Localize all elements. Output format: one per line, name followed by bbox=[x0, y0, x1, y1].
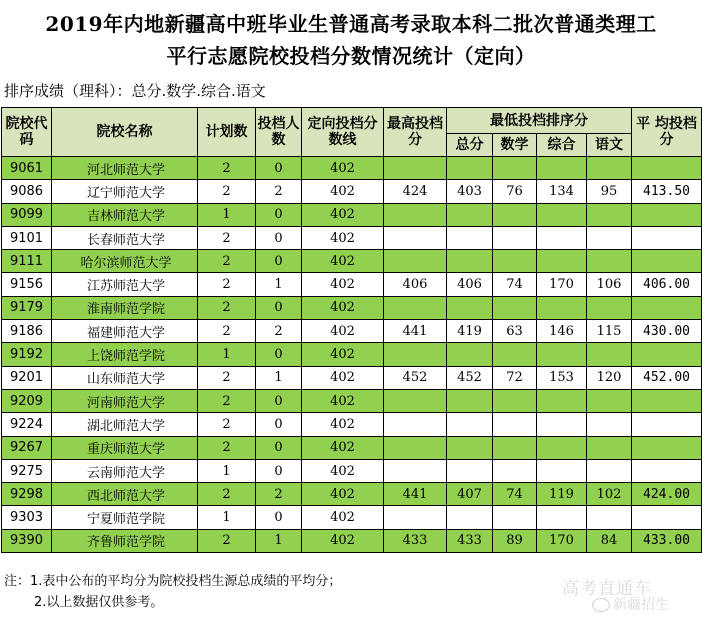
cell-comp bbox=[537, 413, 587, 436]
table-row bbox=[2, 157, 702, 180]
cell-avg: 430.00 bbox=[632, 320, 702, 343]
cell-line: 402 bbox=[302, 459, 384, 482]
cell-chinese bbox=[587, 250, 632, 273]
cell-chinese bbox=[587, 506, 632, 529]
cell-comp bbox=[537, 157, 587, 180]
header-admitted: 投档人数 bbox=[256, 108, 302, 157]
cell-chinese bbox=[587, 203, 632, 226]
table-row bbox=[2, 413, 702, 436]
cell-code: 9209 bbox=[2, 389, 52, 412]
cell-name: 河北师范大学 bbox=[52, 157, 198, 180]
cell-chinese bbox=[587, 389, 632, 412]
cell-avg: 433.00 bbox=[632, 529, 702, 552]
cell-code: 9267 bbox=[2, 436, 52, 459]
cell-name: 江苏师范大学 bbox=[52, 273, 198, 296]
cell-plan: 1 bbox=[198, 203, 256, 226]
cell-chinese bbox=[587, 157, 632, 180]
cell-avg bbox=[632, 250, 702, 273]
table-row bbox=[2, 180, 702, 203]
header-min-rank: 最低投档排序分 bbox=[447, 108, 632, 134]
cell-plan: 2 bbox=[198, 296, 256, 319]
cell-comp: 134 bbox=[537, 180, 587, 203]
cell-avg bbox=[632, 226, 702, 249]
header-chinese: 语文 bbox=[587, 134, 632, 157]
cell-chinese bbox=[587, 296, 632, 319]
cell-code: 9390 bbox=[2, 529, 52, 552]
cell-total bbox=[447, 413, 493, 436]
cell-admitted: 0 bbox=[256, 413, 302, 436]
cell-math bbox=[493, 506, 537, 529]
cell-max: 441 bbox=[384, 483, 447, 506]
cell-max: 433 bbox=[384, 529, 447, 552]
cell-total bbox=[447, 389, 493, 412]
cell-admitted: 2 bbox=[256, 483, 302, 506]
cell-chinese bbox=[587, 436, 632, 459]
cell-admitted: 0 bbox=[256, 157, 302, 180]
title-line-2: 平行志愿院校投档分数情况统计（定向） bbox=[166, 44, 536, 68]
cell-plan: 2 bbox=[198, 529, 256, 552]
cell-line: 402 bbox=[302, 157, 384, 180]
cell-max bbox=[384, 389, 447, 412]
cell-math: 63 bbox=[493, 320, 537, 343]
cell-math bbox=[493, 436, 537, 459]
cell-avg bbox=[632, 389, 702, 412]
cell-plan: 2 bbox=[198, 436, 256, 459]
cell-code: 9101 bbox=[2, 226, 52, 249]
cell-plan: 2 bbox=[198, 226, 256, 249]
cell-comp bbox=[537, 203, 587, 226]
cell-admitted: 0 bbox=[256, 389, 302, 412]
cell-math bbox=[493, 389, 537, 412]
table-row bbox=[2, 483, 702, 506]
cell-plan: 1 bbox=[198, 459, 256, 482]
wechat-icon bbox=[592, 598, 610, 612]
cell-chinese bbox=[587, 459, 632, 482]
cell-math: 74 bbox=[493, 273, 537, 296]
table-row bbox=[2, 296, 702, 319]
watermark-account-label: 新疆招生 bbox=[613, 597, 669, 613]
cell-admitted: 2 bbox=[256, 180, 302, 203]
cell-line: 402 bbox=[302, 436, 384, 459]
title-line-1: 2019年内地新疆高中班毕业生普通高考录取本科二批次普通类理工 bbox=[45, 12, 657, 36]
cell-math: 72 bbox=[493, 366, 537, 389]
cell-code: 9298 bbox=[2, 483, 52, 506]
cell-name: 哈尔滨师范大学 bbox=[52, 250, 198, 273]
cell-line: 402 bbox=[302, 506, 384, 529]
cell-admitted: 0 bbox=[256, 506, 302, 529]
cell-name: 河南师范大学 bbox=[52, 389, 198, 412]
cell-plan: 1 bbox=[198, 343, 256, 366]
cell-code: 9303 bbox=[2, 506, 52, 529]
cell-code: 9224 bbox=[2, 413, 52, 436]
cell-line: 402 bbox=[302, 320, 384, 343]
cell-max bbox=[384, 343, 447, 366]
cell-plan: 2 bbox=[198, 180, 256, 203]
cell-total bbox=[447, 226, 493, 249]
cell-chinese: 84 bbox=[587, 529, 632, 552]
cell-comp: 170 bbox=[537, 529, 587, 552]
watermark-text: 高考直通车 bbox=[562, 579, 652, 599]
table-row bbox=[2, 506, 702, 529]
sort-note: 排序成绩（理科）：总分.数学.综合.语文 bbox=[4, 82, 266, 100]
cell-chinese: 106 bbox=[587, 273, 632, 296]
cell-comp: 153 bbox=[537, 366, 587, 389]
cell-total: 433 bbox=[447, 529, 493, 552]
cell-avg bbox=[632, 436, 702, 459]
cell-line: 402 bbox=[302, 413, 384, 436]
cell-code: 9201 bbox=[2, 366, 52, 389]
cell-max bbox=[384, 506, 447, 529]
cell-avg bbox=[632, 157, 702, 180]
cell-name: 湖北师范大学 bbox=[52, 413, 198, 436]
cell-name: 淮南师范学院 bbox=[52, 296, 198, 319]
cell-total bbox=[447, 459, 493, 482]
table-row bbox=[2, 203, 702, 226]
cell-math bbox=[493, 296, 537, 319]
watermark-account bbox=[592, 594, 669, 614]
cell-total: 419 bbox=[447, 320, 493, 343]
cell-chinese bbox=[587, 413, 632, 436]
cell-plan: 2 bbox=[198, 366, 256, 389]
cell-max: 406 bbox=[384, 273, 447, 296]
cell-avg bbox=[632, 343, 702, 366]
cell-plan: 2 bbox=[198, 483, 256, 506]
cell-admitted: 1 bbox=[256, 273, 302, 296]
cell-code: 9156 bbox=[2, 273, 52, 296]
note-line-1: 注：1.表中公布的平均分为院校投档生源总成绩的平均分； bbox=[4, 574, 342, 589]
table-row bbox=[2, 366, 702, 389]
table-row bbox=[2, 226, 702, 249]
cell-avg bbox=[632, 296, 702, 319]
cell-max bbox=[384, 226, 447, 249]
cell-line: 402 bbox=[302, 250, 384, 273]
header-max: 最高投档分 bbox=[384, 108, 447, 157]
table-row bbox=[2, 529, 702, 552]
cell-avg: 452.00 bbox=[632, 366, 702, 389]
cell-line: 402 bbox=[302, 343, 384, 366]
cell-total bbox=[447, 250, 493, 273]
cell-math bbox=[493, 343, 537, 366]
cell-name: 云南师范大学 bbox=[52, 459, 198, 482]
header-plan: 计划数 bbox=[198, 108, 256, 157]
cell-chinese: 120 bbox=[587, 366, 632, 389]
table-row bbox=[2, 436, 702, 459]
header-line: 定向投档分数线 bbox=[302, 108, 384, 157]
cell-admitted: 0 bbox=[256, 436, 302, 459]
cell-line: 402 bbox=[302, 296, 384, 319]
cell-admitted: 0 bbox=[256, 296, 302, 319]
cell-name: 上饶师范学院 bbox=[52, 343, 198, 366]
cell-max bbox=[384, 250, 447, 273]
cell-name: 长春师范大学 bbox=[52, 226, 198, 249]
cell-comp bbox=[537, 436, 587, 459]
cell-math bbox=[493, 413, 537, 436]
cell-total bbox=[447, 203, 493, 226]
cell-comp bbox=[537, 343, 587, 366]
cell-max: 441 bbox=[384, 320, 447, 343]
cell-math bbox=[493, 203, 537, 226]
cell-line: 402 bbox=[302, 366, 384, 389]
cell-comp bbox=[537, 459, 587, 482]
cell-avg: 406.00 bbox=[632, 273, 702, 296]
cell-admitted: 0 bbox=[256, 343, 302, 366]
table-body bbox=[2, 157, 702, 553]
table-row bbox=[2, 320, 702, 343]
table-row bbox=[2, 273, 702, 296]
cell-code: 9061 bbox=[2, 157, 52, 180]
cell-plan: 2 bbox=[198, 320, 256, 343]
cell-plan: 2 bbox=[198, 250, 256, 273]
header-total: 总分 bbox=[447, 134, 493, 157]
cell-avg: 424.00 bbox=[632, 483, 702, 506]
cell-line: 402 bbox=[302, 389, 384, 412]
cell-code: 9192 bbox=[2, 343, 52, 366]
cell-plan: 1 bbox=[198, 506, 256, 529]
cell-chinese bbox=[587, 343, 632, 366]
cell-comp: 119 bbox=[537, 483, 587, 506]
cell-chinese: 115 bbox=[587, 320, 632, 343]
header-code: 院校代码 bbox=[2, 108, 52, 157]
cell-avg bbox=[632, 459, 702, 482]
cell-max bbox=[384, 459, 447, 482]
cell-total bbox=[447, 157, 493, 180]
cell-max bbox=[384, 203, 447, 226]
cell-max bbox=[384, 296, 447, 319]
cell-name: 西北师范大学 bbox=[52, 483, 198, 506]
header-avg: 平 均投档分 bbox=[632, 108, 702, 157]
cell-comp: 170 bbox=[537, 273, 587, 296]
cell-chinese: 95 bbox=[587, 180, 632, 203]
cell-admitted: 1 bbox=[256, 366, 302, 389]
cell-code: 9179 bbox=[2, 296, 52, 319]
header-comp: 综合 bbox=[537, 134, 587, 157]
notes bbox=[4, 571, 341, 613]
cell-avg: 413.50 bbox=[632, 180, 702, 203]
header-name: 院校名称 bbox=[52, 108, 198, 157]
cell-name: 辽宁师范大学 bbox=[52, 180, 198, 203]
cell-line: 402 bbox=[302, 226, 384, 249]
cell-admitted: 1 bbox=[256, 529, 302, 552]
cell-plan: 2 bbox=[198, 273, 256, 296]
cell-plan: 2 bbox=[198, 413, 256, 436]
cell-chinese bbox=[587, 226, 632, 249]
cell-name: 齐鲁师范学院 bbox=[52, 529, 198, 552]
cell-total bbox=[447, 296, 493, 319]
cell-admitted: 0 bbox=[256, 459, 302, 482]
cell-math bbox=[493, 459, 537, 482]
cell-code: 9086 bbox=[2, 180, 52, 203]
cell-comp bbox=[537, 506, 587, 529]
cell-line: 402 bbox=[302, 203, 384, 226]
header-math: 数学 bbox=[493, 134, 537, 157]
cell-max bbox=[384, 157, 447, 180]
cell-comp bbox=[537, 226, 587, 249]
cell-total: 407 bbox=[447, 483, 493, 506]
cell-math: 76 bbox=[493, 180, 537, 203]
cell-avg bbox=[632, 203, 702, 226]
cell-math: 89 bbox=[493, 529, 537, 552]
cell-admitted: 0 bbox=[256, 203, 302, 226]
cell-name: 吉林师范大学 bbox=[52, 203, 198, 226]
cell-max: 424 bbox=[384, 180, 447, 203]
cell-line: 402 bbox=[302, 529, 384, 552]
cell-total bbox=[447, 506, 493, 529]
cell-line: 402 bbox=[302, 483, 384, 506]
note-line-2: 2.以上数据仅供参考。 bbox=[34, 595, 164, 610]
cell-total: 403 bbox=[447, 180, 493, 203]
table-row bbox=[2, 459, 702, 482]
cell-admitted: 0 bbox=[256, 250, 302, 273]
cell-code: 9275 bbox=[2, 459, 52, 482]
cell-comp: 146 bbox=[537, 320, 587, 343]
cell-comp bbox=[537, 389, 587, 412]
cell-plan: 2 bbox=[198, 389, 256, 412]
cell-code: 9099 bbox=[2, 203, 52, 226]
cell-avg bbox=[632, 506, 702, 529]
cell-name: 福建师范大学 bbox=[52, 320, 198, 343]
cell-math bbox=[493, 250, 537, 273]
cell-code: 9111 bbox=[2, 250, 52, 273]
cell-admitted: 2 bbox=[256, 320, 302, 343]
cell-admitted: 0 bbox=[256, 226, 302, 249]
cell-name: 山东师范大学 bbox=[52, 366, 198, 389]
cell-line: 402 bbox=[302, 180, 384, 203]
table-row bbox=[2, 250, 702, 273]
table-row bbox=[2, 389, 702, 412]
table-row bbox=[2, 343, 702, 366]
cell-avg bbox=[632, 413, 702, 436]
cell-total bbox=[447, 436, 493, 459]
cell-chinese: 102 bbox=[587, 483, 632, 506]
cell-name: 重庆师范大学 bbox=[52, 436, 198, 459]
cell-plan: 2 bbox=[198, 157, 256, 180]
cell-math bbox=[493, 226, 537, 249]
cell-max bbox=[384, 436, 447, 459]
cell-comp bbox=[537, 250, 587, 273]
cell-name: 宁夏师范学院 bbox=[52, 506, 198, 529]
cell-total: 406 bbox=[447, 273, 493, 296]
admission-score-table bbox=[1, 107, 702, 553]
cell-max bbox=[384, 413, 447, 436]
cell-math: 74 bbox=[493, 483, 537, 506]
cell-max: 452 bbox=[384, 366, 447, 389]
cell-code: 9186 bbox=[2, 320, 52, 343]
cell-comp bbox=[537, 296, 587, 319]
cell-total: 452 bbox=[447, 366, 493, 389]
cell-total bbox=[447, 343, 493, 366]
cell-line: 402 bbox=[302, 273, 384, 296]
cell-math bbox=[493, 157, 537, 180]
